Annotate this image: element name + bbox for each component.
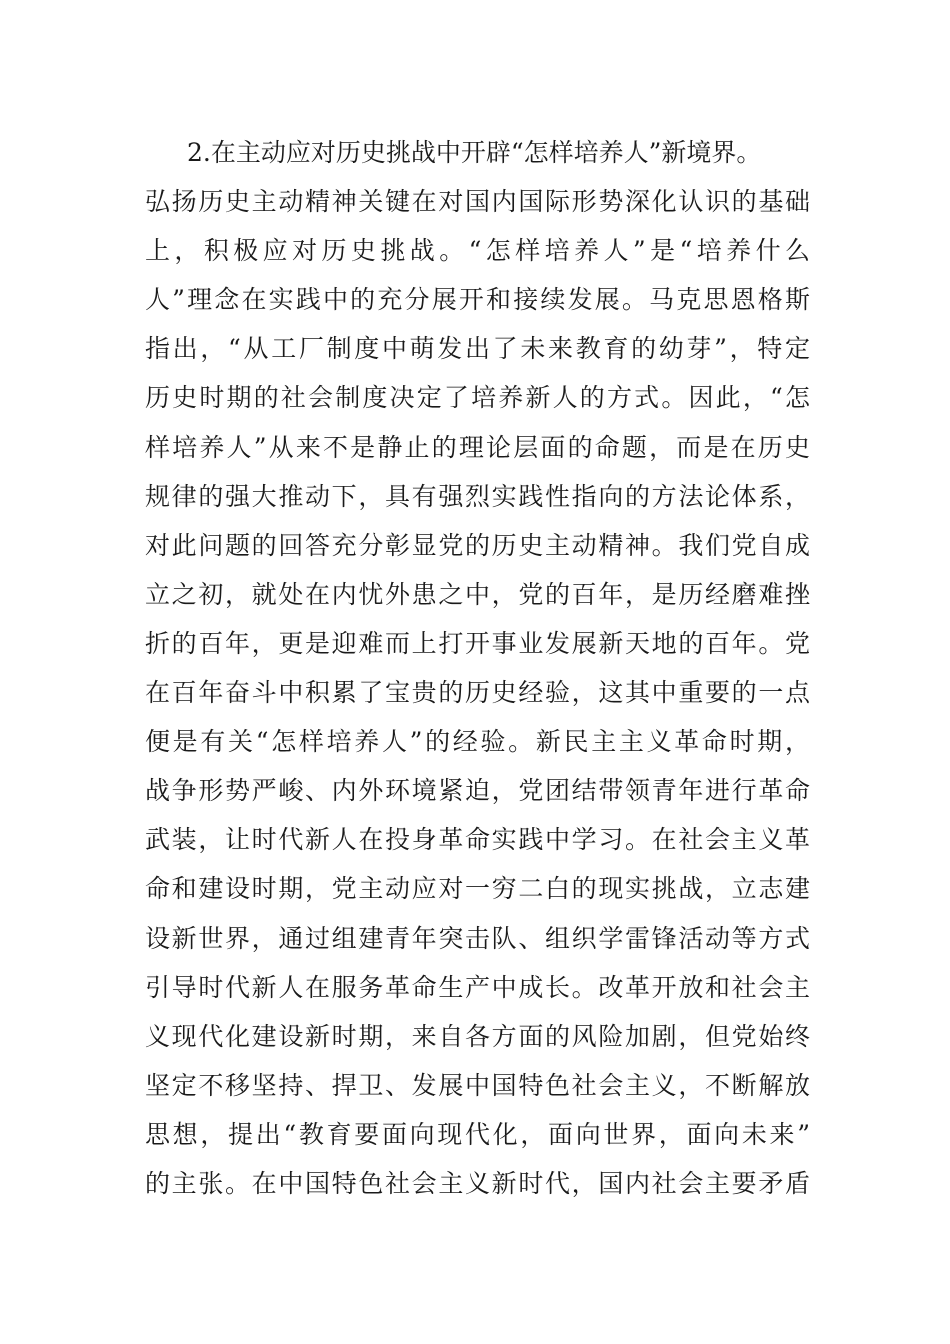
paragraph-line-5: 指出，“从工厂制度中萌发出了未来教育的幼芽”，特定 <box>145 334 810 364</box>
paragraph-line-1: 2.在主动应对历史挑战中开辟“怎样培养人”新境界。 <box>187 138 762 167</box>
paragraph-line-7: 样培养人”从来不是静止的理论层面的命题，而是在历史 <box>145 432 810 462</box>
paragraph-line-6: 历史时期的社会制度决定了培养新人的方式。因此，“怎 <box>145 383 810 413</box>
paragraph-line-22: 的主张。在中国特色社会主义新时代，国内社会主要矛盾 <box>145 1168 810 1198</box>
paragraph-line-13: 便是有关“怎样培养人”的经验。新民主主义革命时期， <box>145 727 810 757</box>
paragraph-line-11: 折的百年，更是迎难而上打开事业发展新天地的百年。党 <box>145 628 810 658</box>
paragraph-line-12: 在百年奋斗中积累了宝贵的历史经验，这其中重要的一点 <box>145 678 810 708</box>
paragraph-line-17: 设新世界，通过组建青年突击队、组织学雷锋活动等方式 <box>145 923 810 953</box>
paragraph-line-9: 对此问题的回答充分彰显党的历史主动精神。我们党自成 <box>145 530 810 560</box>
paragraph-line-15: 武装，让时代新人在投身革命实践中学习。在社会主义革 <box>145 825 810 855</box>
paragraph-line-2: 弘扬历史主动精神关键在对国内国际形势深化认识的基础 <box>145 187 810 217</box>
paragraph-line-19: 义现代化建设新时期，来自各方面的风险加剧，但党始终 <box>145 1021 810 1051</box>
body-paragraph <box>145 128 810 1208</box>
paragraph-line-20: 坚定不移坚持、捍卫、发展中国特色社会主义，不断解放 <box>145 1070 810 1100</box>
paragraph-line-4: 人”理念在实践中的充分展开和接续发展。马克思恩格斯 <box>145 285 810 315</box>
paragraph-line-16: 命和建设时期，党主动应对一穷二白的现实挑战，立志建 <box>145 874 810 904</box>
paragraph-line-14: 战争形势严峻、内外环境紧迫，党团结带领青年进行革命 <box>145 776 810 806</box>
paragraph-line-8: 规律的强大推动下，具有强烈实践性指向的方法论体系， <box>145 481 810 511</box>
paragraph-line-10: 立之初，就处在内忧外患之中，党的百年，是历经磨难挫 <box>145 579 810 609</box>
paragraph-line-18: 引导时代新人在服务革命生产中成长。改革开放和社会主 <box>145 972 810 1002</box>
paragraph-line-3: 上，积极应对历史挑战。“怎样培养人”是“培养什么 <box>145 236 810 266</box>
paragraph-line-21: 思想，提出“教育要面向现代化，面向世界，面向未来” <box>145 1119 810 1149</box>
